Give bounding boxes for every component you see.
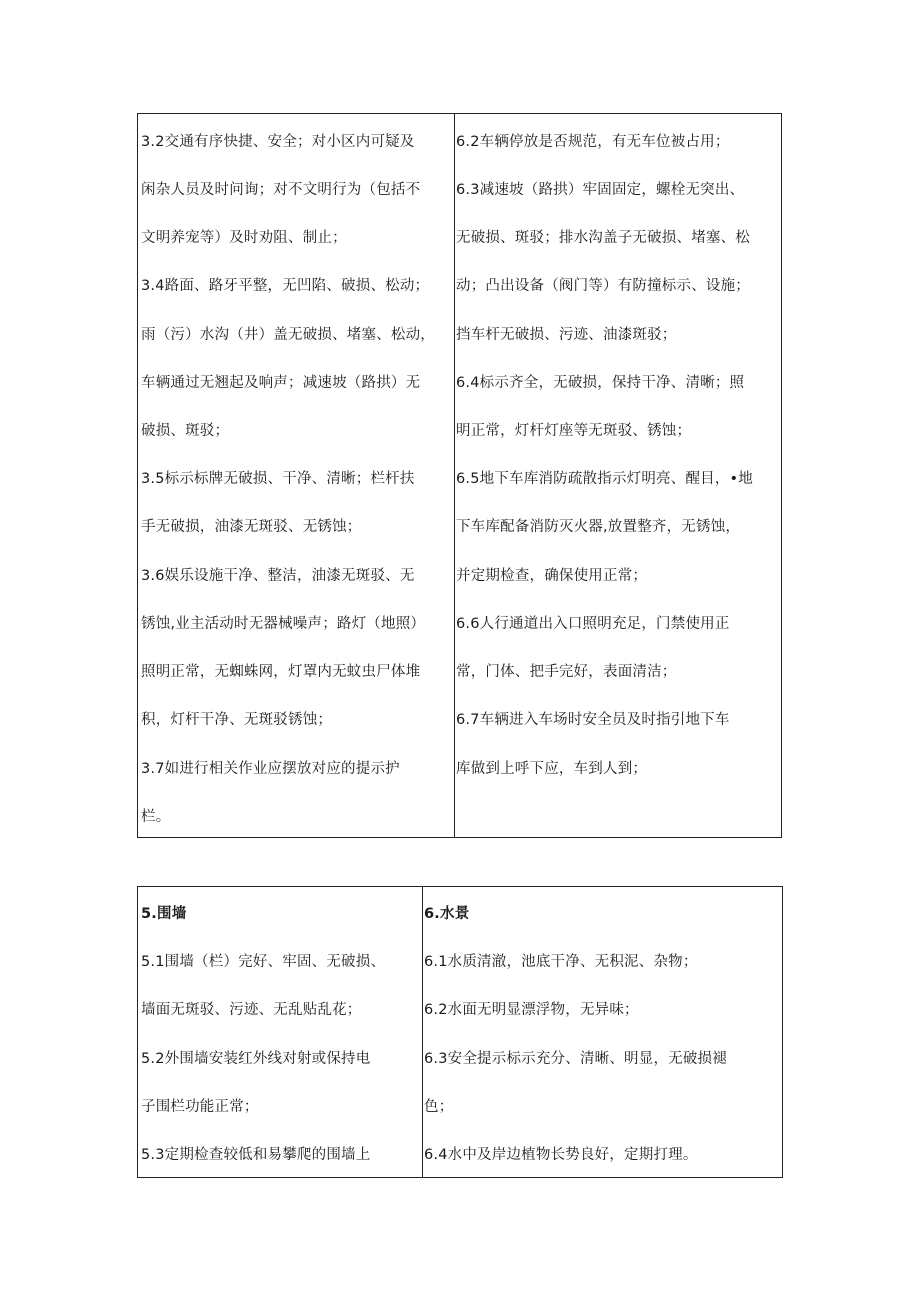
table-1-right-line: 动；凸出设备（阀门等）有防撞标示、设施；	[456, 278, 750, 294]
table-1-right-line: 6.2车辆停放是否规范，有无车位被占用；	[456, 134, 730, 150]
table-1-left-line: 破损、斑驳；	[141, 423, 230, 439]
table-2-left-line: 5.3定期检查较低和易攀爬的围墙上	[141, 1147, 371, 1163]
table-1-left-line: 栏。	[141, 809, 171, 825]
table-1-right-line: 6.3减速坡（路拱）牢固固定，螺栓无突出、	[456, 182, 745, 198]
table-2-right-line: 6.1水质清澈，池底干净、无积泥、杂物；	[424, 954, 698, 970]
table-2-left-line: 子围栏功能正常；	[141, 1099, 259, 1115]
table-1-left-line: 文明养宠等）及时劝阻、制止；	[141, 230, 347, 246]
table-2-right-line: 6.2水面无明显漂浮物，无异味；	[424, 1002, 639, 1018]
table-2-left-line: 5.1围墙（栏）完好、牢固、无破损、	[141, 954, 386, 970]
table-1-left-line: 3.7如进行相关作业应摆放对应的提示护	[141, 761, 400, 777]
table-1-right-line: 挡车杆无破损、污迹、油漆斑驳；	[456, 327, 677, 343]
water-feature-section-title: 6.水景	[424, 906, 470, 922]
table-1-left-line: 3.6娱乐设施干净、整洁，油漆无斑驳、无	[141, 568, 415, 584]
table-2-right-line: 色；	[424, 1099, 454, 1115]
table-1-right-line: 库做到上呼下应，车到人到；	[456, 761, 648, 777]
table-2-right-line: 6.3安全提示标示充分、清晰、明显，无破损褪	[424, 1051, 727, 1067]
table-1	[137, 113, 782, 838]
table-1-left-line: 3.5标示标牌无破损、干净、清晰；栏杆扶	[141, 471, 415, 487]
table-1-right-line: 6.6人行通道出入口照明充足，门禁使用正	[456, 616, 730, 632]
table-1-right-line: 6.5地下车库消防疏散指示灯明亮、醒目，•地	[456, 471, 754, 487]
table-1-left-line: 闲杂人员及时问询；对不文明行为（包括不	[141, 182, 421, 198]
table-1-right-line: 并定期检查，确保使用正常；	[456, 568, 648, 584]
table-1-left-line: 积，灯杆干净、无斑驳锈蚀；	[141, 712, 333, 728]
table-1-left-line: 3.4路面、路牙平整，无凹陷、破损、松动；	[141, 278, 430, 294]
table-2-left-line: 5.2外围墙安装红外线对射或保持电	[141, 1051, 371, 1067]
table-1-right-line: 明正常，灯杆灯座等无斑驳、锈蚀；	[456, 423, 692, 439]
table-1-right-line: 下车库配备消防灭火器,放置整齐，无锈蚀，	[456, 519, 741, 535]
table-2-divider	[422, 887, 423, 1177]
table-2-left-line: 墙面无斑驳、污迹、无乱贴乱花；	[141, 1002, 362, 1018]
table-1-left-line: 雨（污）水沟（井）盖无破损、堵塞、松动，	[141, 327, 435, 343]
table-1-right-line: 无破损、斑驳；排水沟盖子无破损、堵塞、松	[456, 230, 750, 246]
table-2-right-line: 6.4水中及岸边植物长势良好，定期打理。	[424, 1147, 698, 1163]
table-2	[137, 886, 783, 1178]
table-1-left-line: 3.2交通有序快捷、安全；对小区内可疑及	[141, 134, 415, 150]
table-1-right-line: 6.4标示齐全，无破损，保持干净、清晰；照	[456, 375, 745, 391]
table-1-left-line: 照明正常，无蜘蛛网，灯罩内无蚊虫尸体堆	[141, 664, 421, 680]
table-1-left-line: 手无破损，油漆无斑驳、无锈蚀；	[141, 519, 362, 535]
table-1-right-line: 常，门体、把手完好，表面清洁；	[456, 664, 677, 680]
table-1-left-line: 锈蚀,业主活动时无器械噪声；路灯（地照）	[141, 616, 426, 632]
table-1-left-line: 车辆通过无翘起及响声；减速坡（路拱）无	[141, 375, 421, 391]
wall-section-title: 5.围墙	[141, 906, 187, 922]
table-1-divider	[454, 114, 455, 837]
table-1-right-line: 6.7车辆进入车场时安全员及时指引地下车	[456, 712, 730, 728]
